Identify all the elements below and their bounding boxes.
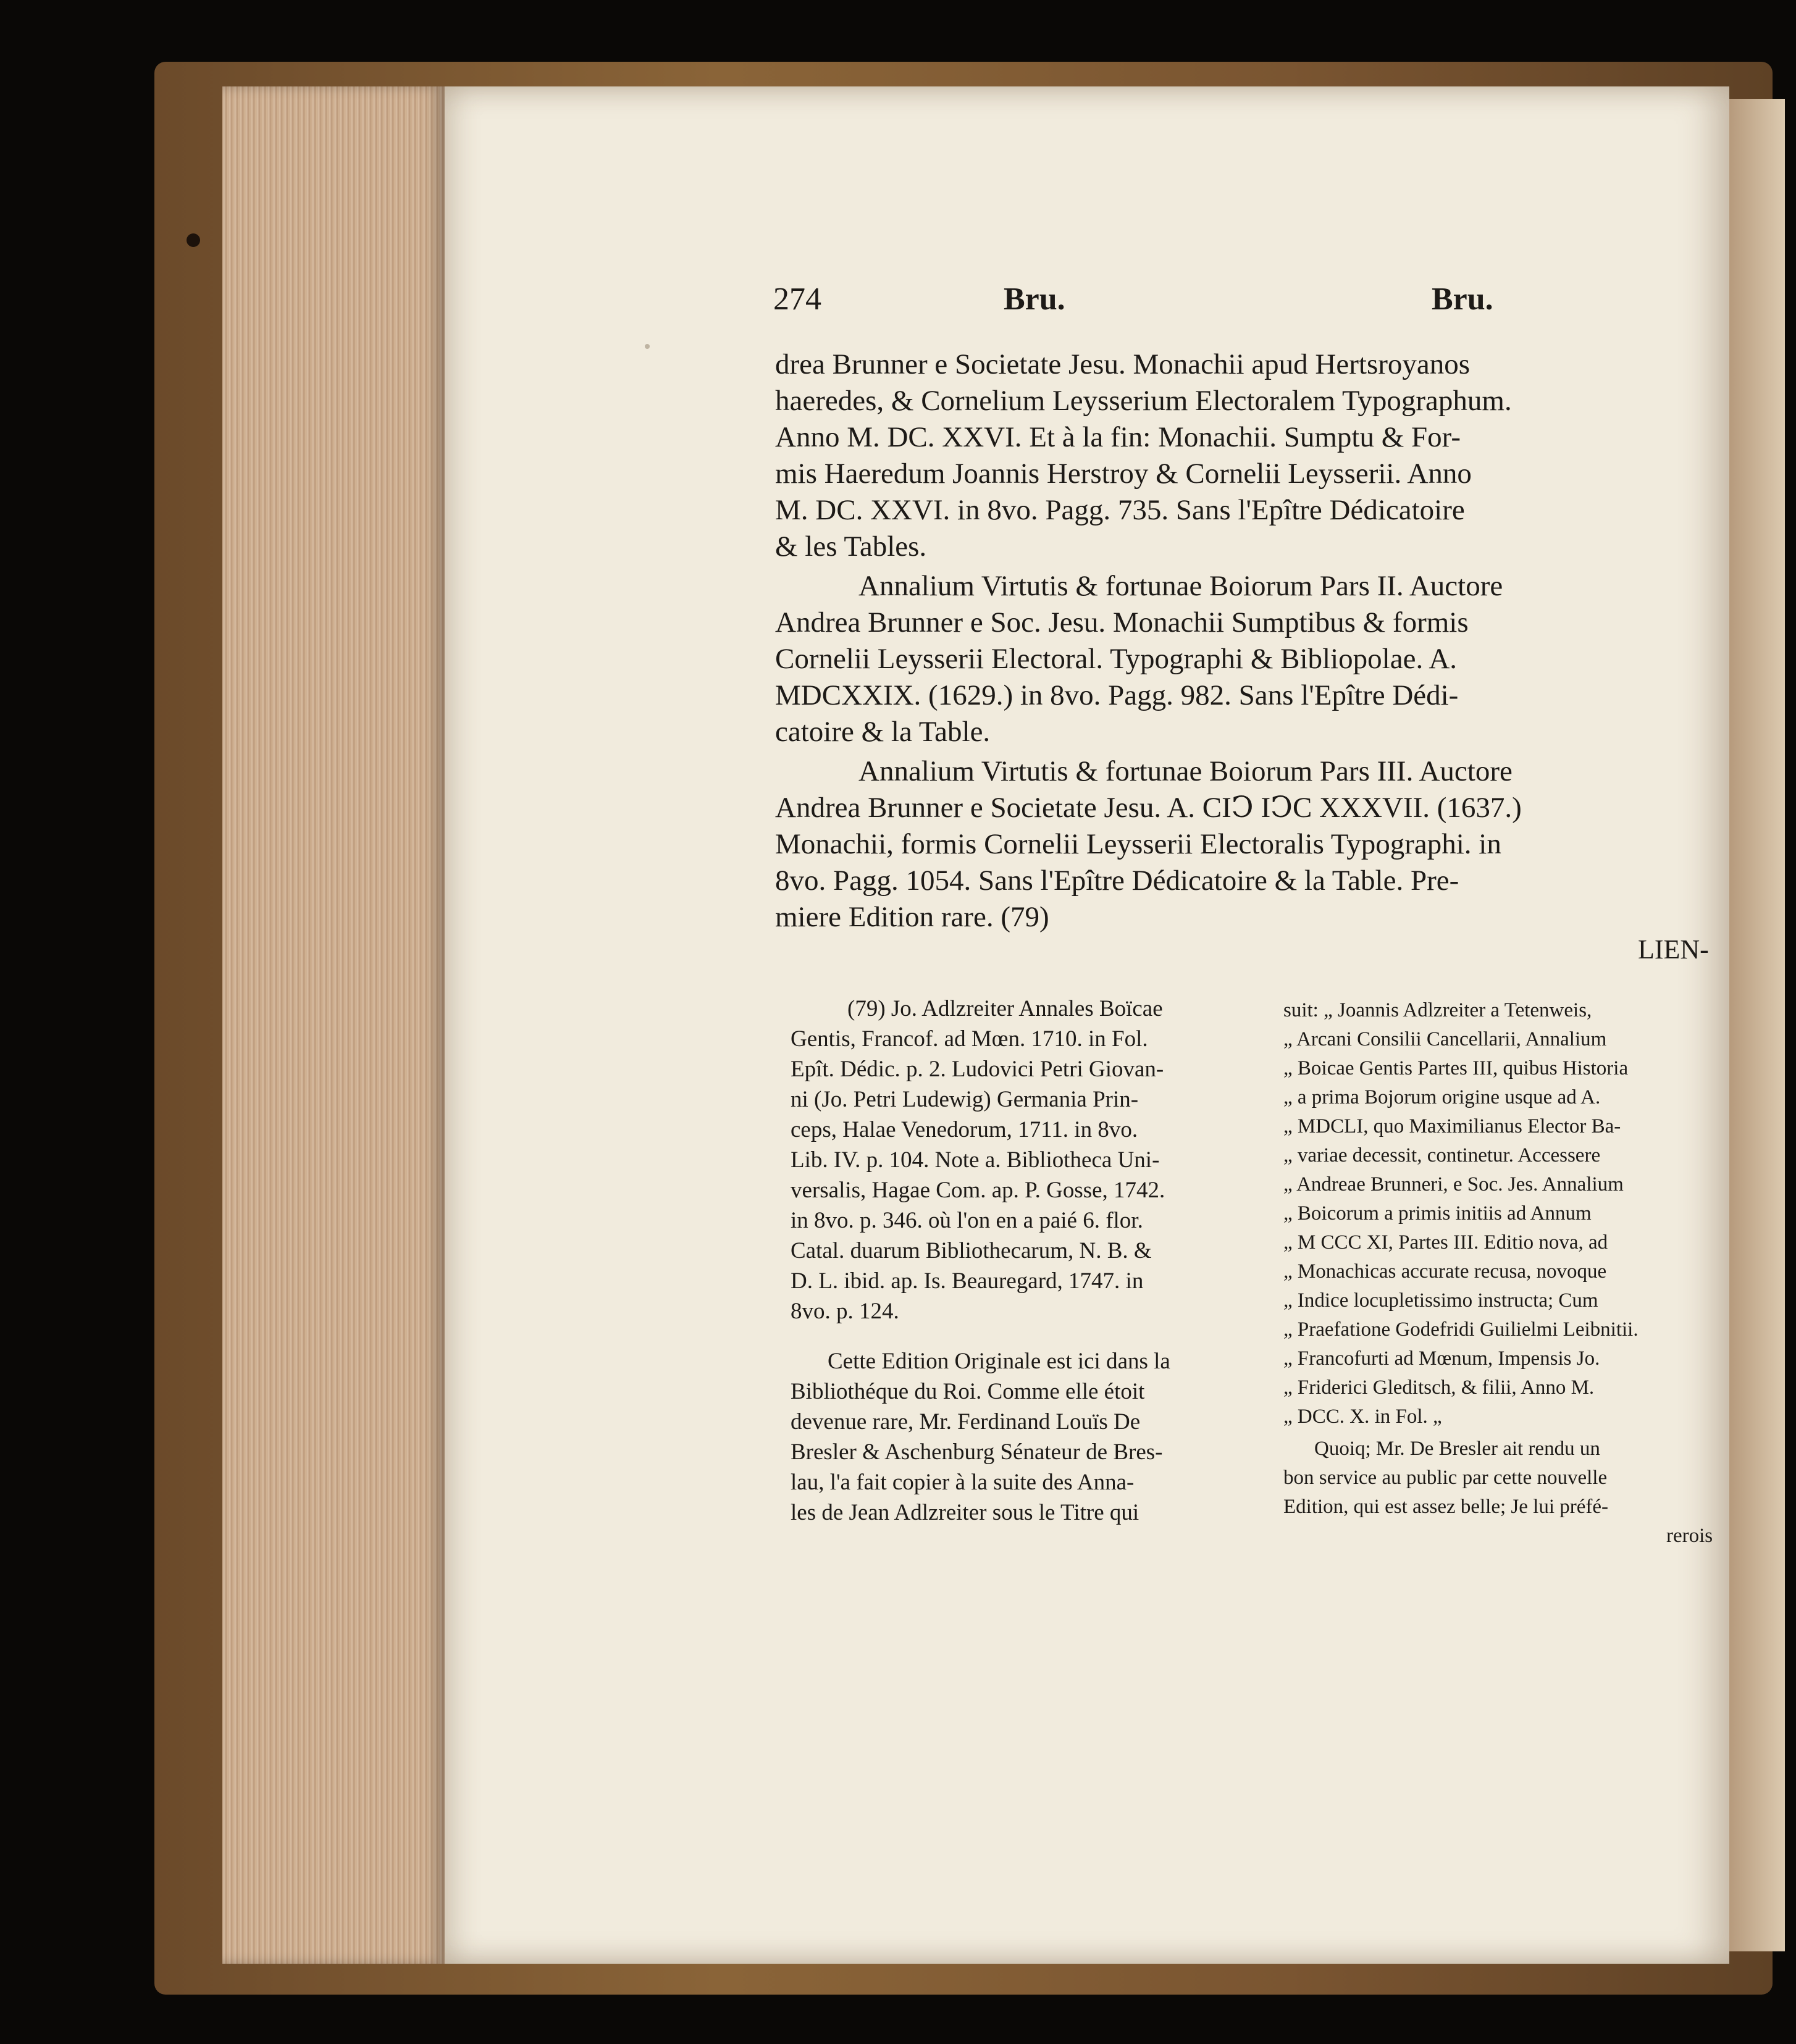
- footnote-line: Edition, qui est assez belle; Je lui préfé-: [1283, 1496, 1609, 1518]
- main-line: mis Haeredum Joannis Herstroy & Cornelii Leysserii. Anno: [775, 458, 1472, 490]
- main-line: Annalium Virtutis & fortunae Boiorum Pars II. Auctore: [858, 570, 1503, 602]
- footnote-line: in 8vo. p. 346. où l'on en a paié 6. flor.: [791, 1208, 1143, 1233]
- page-speck: [645, 344, 650, 349]
- footnote-line: les de Jean Adlzreiter sous le Titre qui: [791, 1500, 1139, 1525]
- footnote-line: Lib. IV. p. 104. Note a. Bibliotheca Uni-: [791, 1147, 1160, 1173]
- footnote-line: „ Monachicas accurate recusa, novoque: [1283, 1260, 1607, 1283]
- footnote-line: (79) Jo. Adlzreiter Annales Boïcae: [847, 996, 1163, 1021]
- footnote-line: „ DCC. X. in Fol. „: [1283, 1405, 1442, 1428]
- main-line: Andrea Brunner e Societate Jesu. A. CIↃ IↃC XXXVII. (1637.): [775, 792, 1522, 824]
- footnote-line: Cette Edition Originale est ici dans la: [828, 1349, 1170, 1374]
- page-block-edge: [222, 86, 445, 1964]
- main-line: Anno M. DC. XXVI. Et à la fin: Monachii. Sumptu & For-: [775, 421, 1461, 453]
- footnote-line: Catal. duarum Bibliothecarum, N. B. &: [791, 1238, 1152, 1263]
- footnote-line: suit: „ Joannis Adlzreiter a Tetenweis,: [1283, 999, 1592, 1021]
- footnote-line: „ M CCC XI, Partes III. Editio nova, ad: [1283, 1231, 1608, 1254]
- footnote-line: „ Boicae Gentis Partes III, quibus Historia: [1283, 1057, 1629, 1079]
- footnote-line: lau, l'a fait copier à la suite des Anna-: [791, 1470, 1135, 1495]
- main-line: MDCXXIX. (1629.) in 8vo. Pagg. 982. Sans l'Epître Dédi-: [775, 679, 1459, 711]
- facing-page-edge: [1729, 99, 1785, 1951]
- footnote-line: Gentis, Francof. ad Mœn. 1710. in Fol.: [791, 1026, 1148, 1052]
- footnote-line: bon service au public par cette nouvelle: [1283, 1467, 1608, 1489]
- footnote-line: „ Indice locupletissimo instructa; Cum: [1283, 1289, 1598, 1312]
- main-line: haeredes, & Cornelium Leysserium Electoralem Typographum.: [775, 385, 1512, 417]
- footnote-line: ni (Jo. Petri Ludewig) Germania Prin-: [791, 1087, 1139, 1112]
- footnote-catchword: rerois: [1666, 1525, 1713, 1547]
- catchword: LIEN-: [1638, 934, 1709, 965]
- page-number: 274: [773, 282, 821, 317]
- main-line: Cornelii Leysserii Electoral. Typographi & Bibliopolae. A.: [775, 643, 1458, 675]
- main-line: catoire & la Table.: [775, 716, 991, 748]
- footnote-line: „ Arcani Consilii Cancellarii, Annalium: [1283, 1028, 1607, 1050]
- footnote-line: ceps, Halae Venedorum, 1711. in 8vo.: [791, 1117, 1138, 1142]
- footnote-line: devenue rare, Mr. Ferdinand Louïs De: [791, 1409, 1141, 1435]
- footnote-line: versalis, Hagae Com. ap. P. Gosse, 1742.: [791, 1178, 1165, 1203]
- main-line: miere Edition rare. (79): [775, 901, 1049, 933]
- footnote-line: Epît. Dédic. p. 2. Ludovici Petri Giovan-: [791, 1057, 1164, 1082]
- main-line: M. DC. XXVI. in 8vo. Pagg. 735. Sans l'Epître Dédicatoire: [775, 494, 1465, 526]
- main-line: Monachii, formis Cornelii Leysserii Electoralis Typographi. in: [775, 828, 1501, 860]
- footnote-line: „ Friderici Gleditsch, & filii, Anno M.: [1283, 1376, 1595, 1399]
- footnote-line: „ a prima Bojorum origine usque ad A.: [1283, 1086, 1601, 1108]
- footnote-line: „ variae decessit, continetur. Accessere: [1283, 1144, 1601, 1167]
- footnote-line: Quoiq; Mr. De Bresler ait rendu un: [1314, 1438, 1600, 1460]
- footnote-line: Bibliothéque du Roi. Comme elle étoit: [791, 1379, 1145, 1404]
- main-line: drea Brunner e Societate Jesu. Monachii apud Hertsroyanos: [775, 348, 1471, 380]
- main-line: Andrea Brunner e Soc. Jesu. Monachii Sumptibus & formis: [775, 606, 1469, 639]
- footnote-line: „ Francofurti ad Mœnum, Impensis Jo.: [1283, 1347, 1600, 1370]
- footnote-line: „ Praefatione Godefridi Guilielmi Leibnitii.: [1283, 1318, 1639, 1341]
- main-line: Annalium Virtutis & fortunae Boiorum Pars III. Auctore: [858, 755, 1513, 787]
- footnote-line: „ Andreae Brunneri, e Soc. Jes. Annalium: [1283, 1173, 1624, 1196]
- running-head-left: Bru.: [1004, 282, 1065, 317]
- footnote-line: „ Boicorum a primis initiis ad Annum: [1283, 1202, 1592, 1225]
- main-line: 8vo. Pagg. 1054. Sans l'Epître Dédicatoire & la Table. Pre-: [775, 865, 1459, 897]
- footnote-line: D. L. ibid. ap. Is. Beauregard, 1747. in: [791, 1268, 1144, 1294]
- running-head-right: Bru.: [1432, 282, 1493, 317]
- main-line: & les Tables.: [775, 530, 927, 563]
- footnote-line: 8vo. p. 124.: [791, 1299, 899, 1324]
- footnote-line: Bresler & Aschenburg Sénateur de Bres-: [791, 1439, 1163, 1465]
- footnote-line: „ MDCLI, quo Maximilianus Elector Ba-: [1283, 1115, 1621, 1137]
- cover-hole: [187, 233, 200, 247]
